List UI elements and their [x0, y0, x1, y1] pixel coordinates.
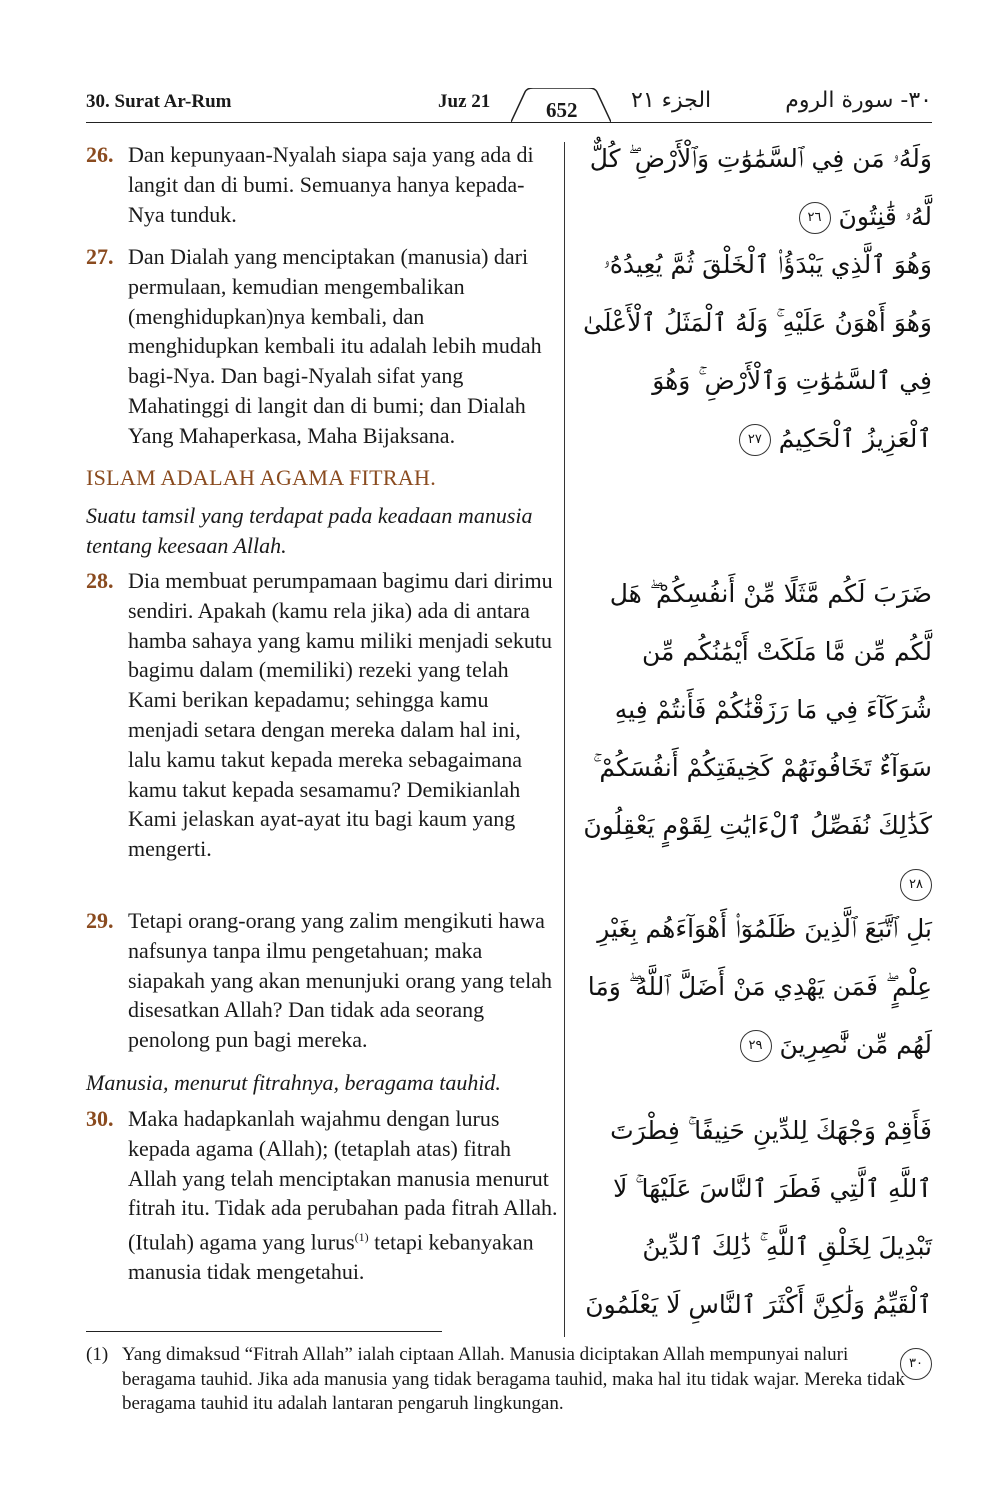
header-arabic-surah: ٣٠- سورة الروم: [785, 88, 932, 113]
footnote-number: (1): [86, 1344, 109, 1365]
ayah-marker: ٢٧: [739, 424, 771, 456]
arabic-text: بَلِ ٱتَّبَعَ ٱلَّذِينَ ظَلَمُوٓا۟ أَهْوَآءَهُم بِغَيْرِ عِلْمٍ ۖ فَمَن يَهْدِي مَنْ أَضَلَّ ٱللَّهُ ۖ وَمَا لَهُم مِّن نَّٰصِرِينَ: [587, 914, 932, 1059]
footnote: [86, 1343, 918, 1417]
verse-text-cont: tetapi kebanyakan manusia tidak mengetahui.: [128, 1229, 534, 1285]
verse-29-arabic: [580, 900, 932, 1074]
verse-28: [86, 566, 558, 864]
verse-28-arabic: [580, 565, 932, 913]
ayah-marker: ٢٩: [740, 1030, 772, 1062]
verse-number: 28.: [86, 568, 114, 593]
ayah-marker: ٢٦: [799, 202, 831, 234]
arabic-text: وَهُوَ ٱلَّذِي يَبْدَؤُا۟ ٱلْخَلْقَ ثُمَّ يُعِيدُهُۥ وَهُوَ أَهْوَنُ عَلَيْهِ ۚ وَلَهُ ٱلْمَثَلُ ٱلْأَعْلَىٰ فِي ٱلسَّمَٰوَٰتِ وَٱلْأَرْضِ ۚ وَهُوَ ٱلْعَزِيزُ ٱلْحَكِيمُ: [583, 250, 932, 453]
header-juz: Juz 21: [438, 91, 491, 112]
subheading-tamsil: Suatu tamsil yang terdapat pada keadaan manusia tentang keesaan Allah.: [86, 503, 533, 558]
verse-27: [86, 242, 558, 451]
subheading-tauhid: Manusia, menurut fitrahnya, beragama tauhid.: [86, 1070, 501, 1095]
verse-translation: Dan Dialah yang menciptakan (manusia) dari permulaan, kemudian mengembalikan (menghidupkan)nya kembali, dan menghidupkan kembali itu adalah lebih mudah bagi-Nya. Dan bagi-Nyalah sifat yang Mahatinggi di langit dan di bumi; dan Dialah Yang Mahaperkasa, Maha Bijaksana.: [128, 244, 542, 448]
footnote-rule: [86, 1331, 442, 1332]
arabic-text: فَأَقِمْ وَجْهَكَ لِلدِّينِ حَنِيفًا ۚ فِطْرَتَ ٱللَّهِ ٱلَّتِي فَطَرَ ٱلنَّاسَ عَلَيْهَا ۚ لَا تَبْدِيلَ لِخَلْقِ ٱللَّهِ ۚ ذَٰلِكَ ٱلدِّينُ ٱلْقَيِّمُ وَلَٰكِنَّ أَكْثَرَ ٱلنَّاسِ لَا يَعْلَمُونَ: [585, 1116, 932, 1319]
verse-27-arabic: [580, 236, 932, 468]
footnote-ref: (1): [354, 1230, 369, 1245]
verse-translation: [128, 1104, 558, 1287]
column-divider: [564, 142, 565, 1337]
footnote-text: Yang dimaksud “Fitrah Allah” ialah ciptaan Allah. Manusia diciptakan Allah mempunyai naluri beragama tauhid. Jika ada manusia yang tidak beragama tauhid, maka hal itu tidak wajar. Mereka tidak beragama tauhid itu adalah lantaran pengaruh lingkungan.: [122, 1344, 905, 1414]
verse-number: 30.: [86, 1106, 114, 1131]
verse-number: 26.: [86, 142, 114, 167]
verse-29: [86, 906, 558, 1055]
header-page-number: 652: [546, 98, 578, 122]
verse-translation: Dan kepunyaan-Nyalah siapa saja yang ada di langit dan di bumi. Semuanya hanya kepada-Nya tunduk.: [128, 142, 534, 227]
verse-translation: Tetapi orang-orang yang zalim mengikuti hawa nafsunya tanpa ilmu pengetahuan; maka siapakah yang akan menunjuki orang yang telah disesatkan Allah? Dan tidak ada seorang penolong pun bagi mereka.: [128, 908, 552, 1053]
page-header: [86, 86, 932, 126]
verse-26-arabic: [580, 130, 932, 246]
verse-30: [86, 1104, 558, 1287]
verse-26: [86, 140, 558, 229]
verse-text: Maka hadapkanlah wajahmu dengan lurus kepada agama (Allah); (tetaplah atas) fitrah Allah yang telah menciptakan manusia menurut fitrah itu. Tidak ada perubahan pada fitrah Allah. (Itulah) agama yang lurus: [128, 1106, 558, 1255]
header-surah-title: 30. Surat Ar-Rum: [86, 91, 232, 112]
verse-translation: Dia membuat perumpamaan bagimu dari dirimu sendiri. Apakah (kamu rela jika) ada di antara hamba sahaya yang kamu miliki menjadi sekutu bagimu dalam (memiliki) rezeki yang telah Kami berikan kepadamu; sehingga kamu menjadi setara dengan mereka dalam hal ini, lalu kamu takut kepada mereka sebagaimana kamu takut kepada sesamamu? Demikianlah Kami jelaskan ayat-ayat itu bagi kaum yang mengerti.: [128, 568, 553, 862]
header-arabic-juz: الجزء ٢١: [631, 88, 712, 113]
section-heading: ISLAM ADALAH AGAMA FITRAH.: [86, 465, 437, 490]
header-rule: [86, 122, 932, 123]
arabic-text: ضَرَبَ لَكُم مَّثَلًا مِّنْ أَنفُسِكُمْ ۖ هَل لَّكُم مِّن مَّا مَلَكَتْ أَيْمَٰنُكُم مِّن شُرَكَآءَ فِي مَا رَزَقْنَٰكُمْ فَأَنتُمْ فِيهِ سَوَآءٌ تَخَافُونَهُمْ كَخِيفَتِكُمْ أَنفُسَكُمْ ۚ كَذَٰلِكَ نُفَصِّلُ ٱلْءَايَٰتِ لِقَوْمٍ يَعْقِلُونَ: [583, 579, 932, 840]
verse-number: 27.: [86, 244, 114, 269]
ayah-marker: ٣٠: [900, 1348, 932, 1380]
ayah-marker: ٢٨: [900, 869, 932, 901]
arabic-text: وَلَهُۥ مَن فِي ٱلسَّمَٰوَٰتِ وَٱلْأَرْضِ ۖ كُلٌّ لَّهُۥ قَٰنِتُونَ: [589, 144, 932, 231]
verse-number: 29.: [86, 908, 114, 933]
